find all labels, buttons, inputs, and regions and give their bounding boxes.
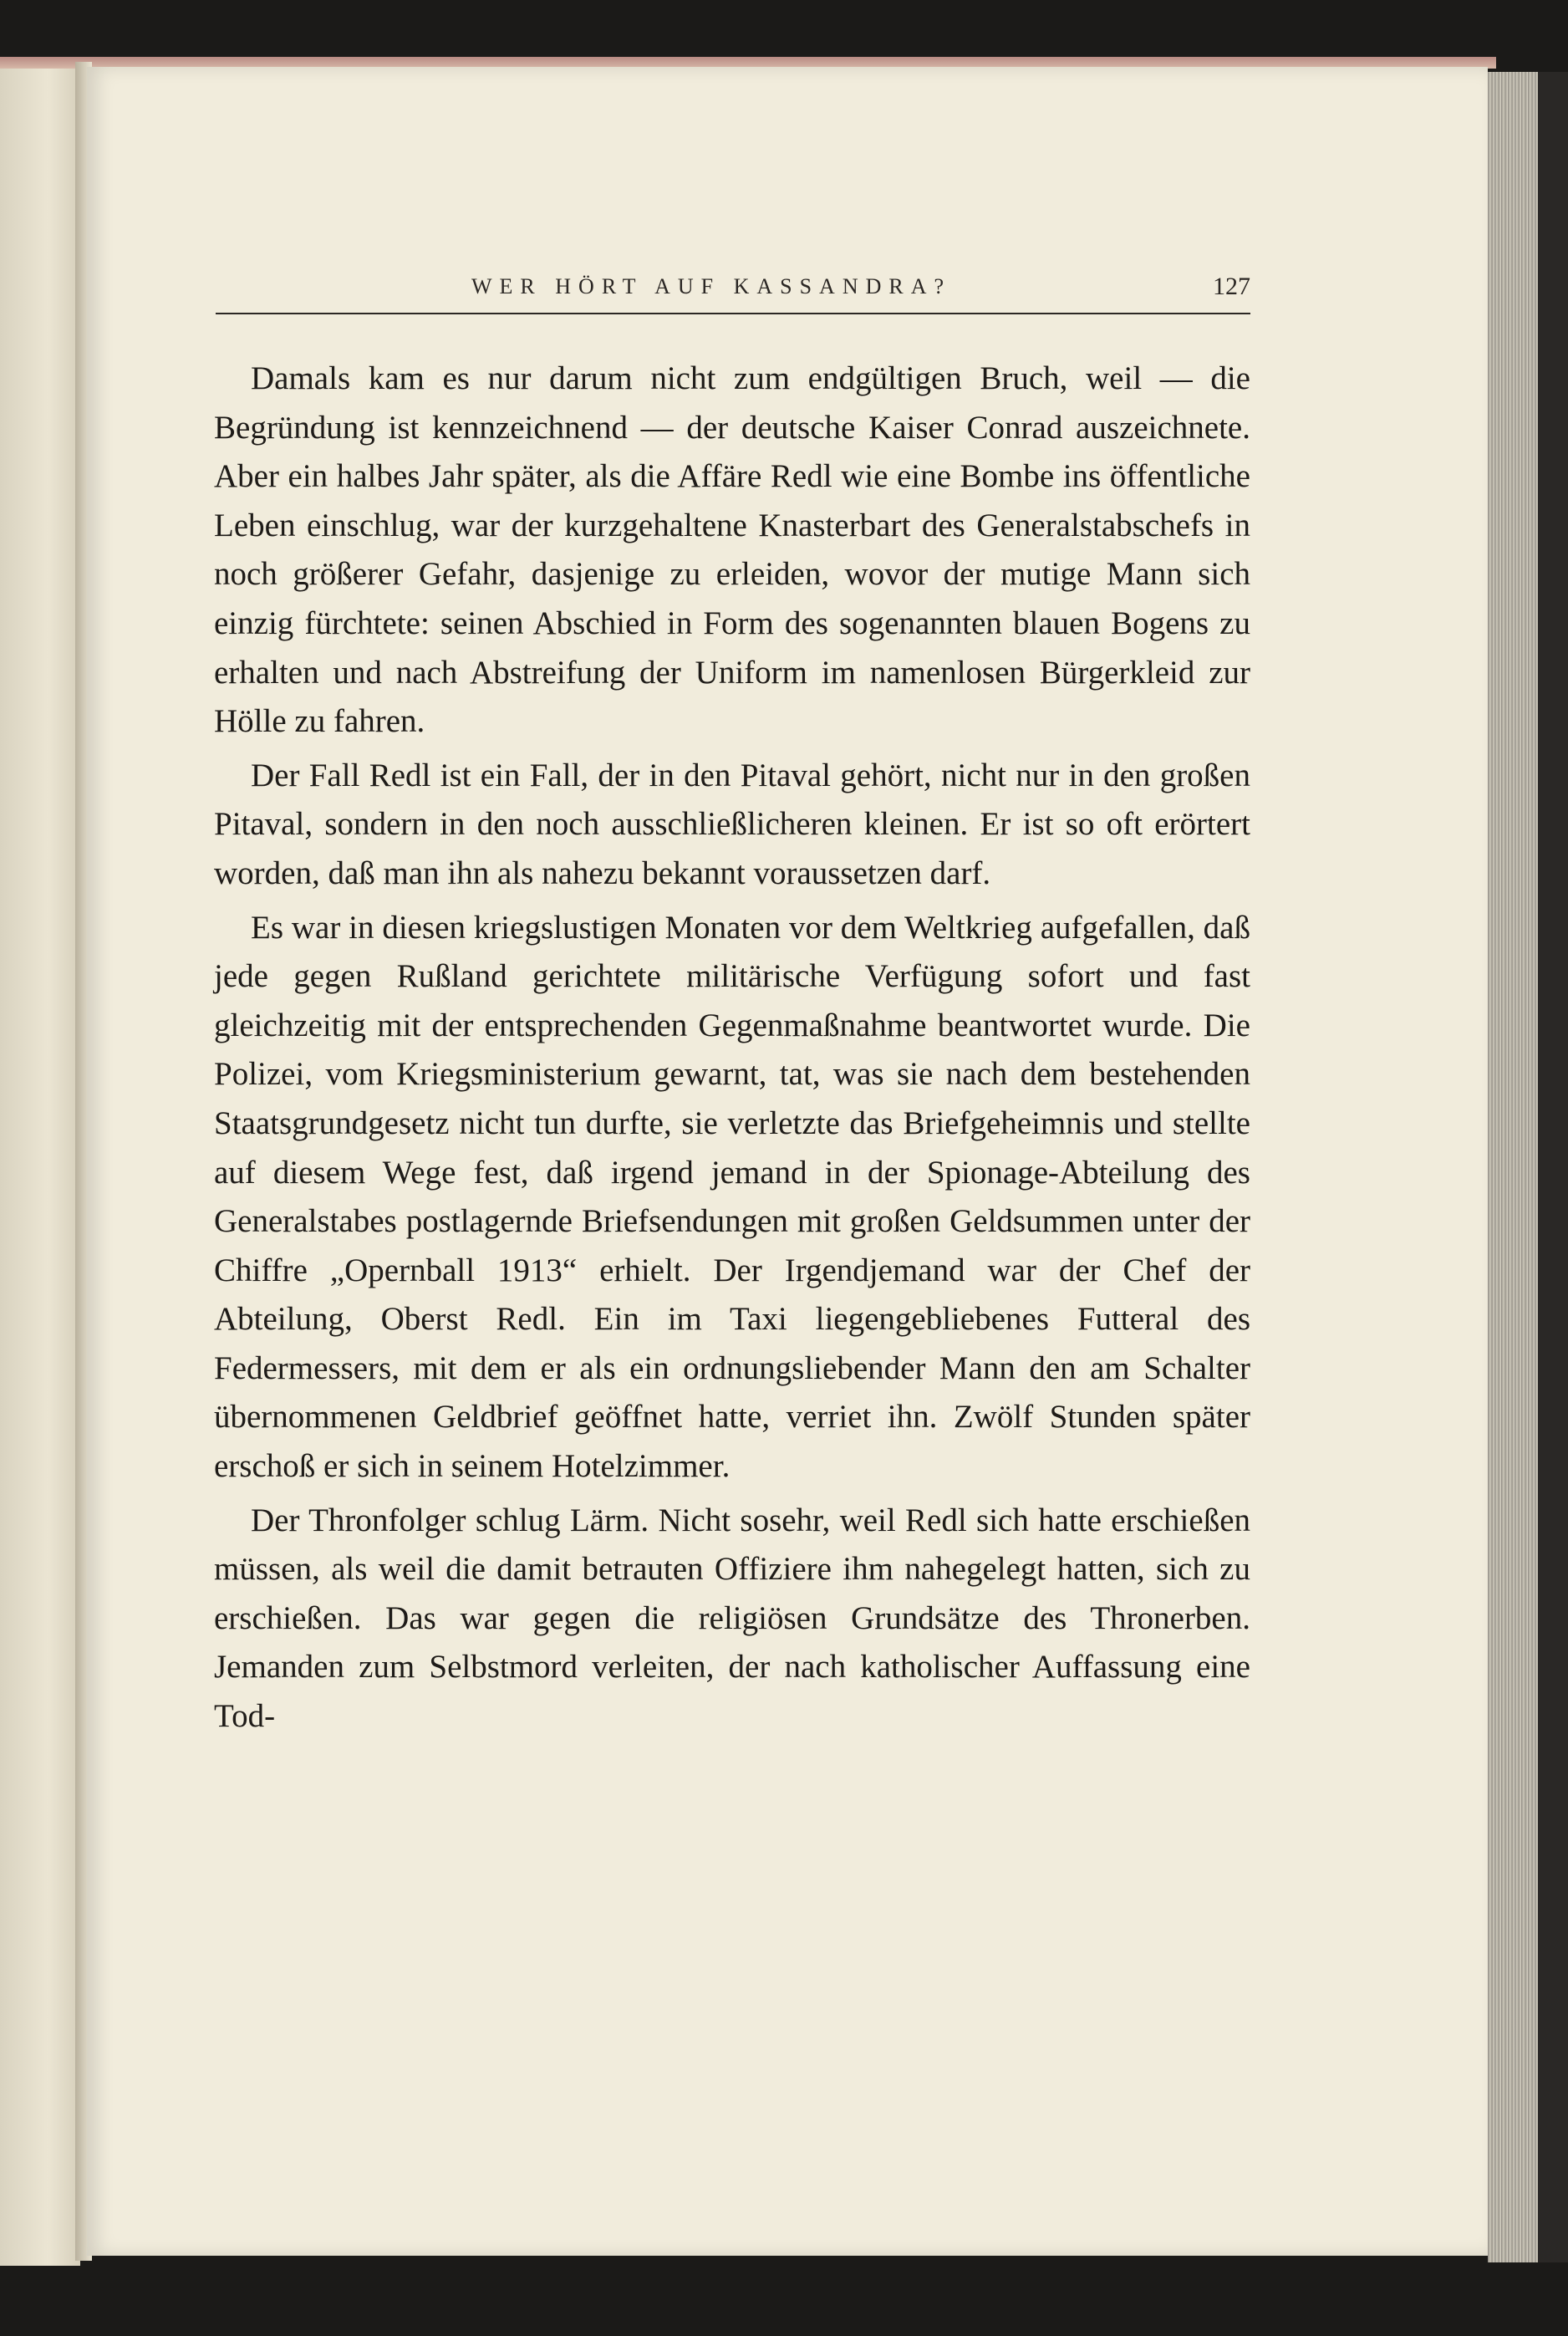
paragraph: Der Thronfolger schlug Lärm. Nicht sosehr, weil Redl sich hatte erschießen müssen, als weil die damit betrauten Offiziere ihm nahegelegt hatten, sich zu erschießen. Das war gegen die religiösen Grundsätze des Thronerben. Jemanden zum Selbstmord verleiten, der nach katholischer Auffassung eine Tod-: [214, 1502, 1250, 1735]
running-title: WER HÖRT AUF KASSANDRA?: [471, 274, 952, 298]
running-header: [216, 269, 1250, 314]
book-cover-edge: [1538, 72, 1568, 2262]
page-block-edges: [1488, 72, 1538, 2262]
body-text: [214, 354, 1250, 1742]
paragraph: Es war in diesen kriegslustigen Monaten vor dem Weltkrieg aufgefallen, daß jede gegen Rußland gerichtete militärische Verfügung sofort und fast gleichzeitig mit der entsprechenden Gegenmaßnahme beantwortet wurde. Die Polizei, vom Kriegsministerium gewarnt, tat, was sie nach dem bestehenden Staatsgrundgesetz nicht tun durfte, sie verletzte das Briefgeheimnis und stellte auf diesem Wege fest, daß irgend jemand in der Spionage-Abteilung des Generalstabes postlagernde Briefsendungen mit großen Geldsummen unter der Chiffre „Opernball 1913“ erhielt. Der Irgendjemand war der Chef der Abteilung, Oberst Redl. Ein im Taxi liegengebliebenes Futteral des Federmessers, mit dem er als ein ordnungsliebender Mann den am Schalter übernommenen Geldbrief geöffnet hatte, verriet ihn. Zwölf Stunden später erschoß er sich in seinem Hotelzimmer.: [214, 909, 1250, 1485]
paragraph: Damals kam es nur darum nicht zum endgültigen Bruch, weil — die Begründung ist kennzeichnend — der deutsche Kaiser Conrad auszeichnete. Aber ein halbes Jahr später, als die Affäre Redl wie eine Bombe ins öffentliche Leben einschlug, war der kurzgehaltene Knasterbart des Generalstabschefs in noch größerer Gefahr, dasjenige zu erleiden, wovor der mutige Mann sich einzig fürchtete: seinen Abschied in Form des sogenannten blauen Bogens zu erhalten und nach Abstreifung der Uniform im namenlosen Bürgerkleid zur Hölle zu fahren.: [214, 360, 1250, 740]
paragraph: Der Fall Redl ist ein Fall, der in den Pitaval gehört, nicht nur in den großen Pitaval, sondern in den noch ausschließlicheren kleinen. Er ist so oft erörtert worden, daß man ihn als nahezu bekannt voraussetzen darf.: [214, 757, 1250, 891]
left-page-edge: [0, 59, 80, 2266]
page-number: 127: [1213, 273, 1250, 300]
